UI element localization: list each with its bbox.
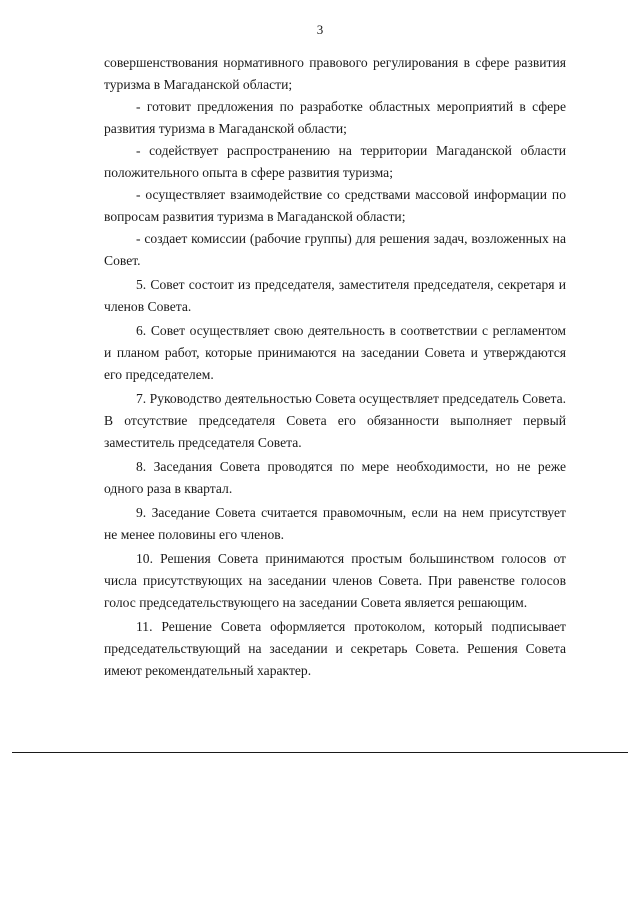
document-body xyxy=(104,52,566,682)
paragraph-item-11: 11. Решение Совета оформляется протоколом, который подписывает председательствующий на заседании и секретарь Совета. Решения Совета имеют рекомендательный характер. xyxy=(104,619,566,678)
footer-rule xyxy=(12,752,628,753)
page-number: 3 xyxy=(316,22,324,37)
paragraph-bullet-media: - осуществляет взаимодействие со средствами массовой информации по вопросам развития туризма в Магаданской области; xyxy=(104,187,566,224)
paragraph-continuation: совершенствования нормативного правового регулирования в сфере развития туризма в Магаданской области; xyxy=(104,55,566,92)
paragraph-item-10: 10. Решения Совета принимаются простым большинством голосов от числа присутствующих на заседании членов Совета. При равенстве голосов голос председательствующего на заседании Совета является решающим. xyxy=(104,551,566,610)
paragraph-item-8: 8. Заседания Совета проводятся по мере необходимости, но не реже одного раза в квартал. xyxy=(104,459,566,496)
paragraph-bullet-proposals: - готовит предложения по разработке областных мероприятий в сфере развития туризма в Магаданской области; xyxy=(104,99,566,136)
paragraph-bullet-experience: - содействует распространению на территории Магаданской области положительного опыта в сфере развития туризма; xyxy=(104,143,566,180)
paragraph-item-6: 6. Совет осуществляет свою деятельность в соответствии с регламентом и планом работ, которые принимаются на заседании Совета и утверждаются его председателем. xyxy=(104,323,566,382)
paragraph-bullet-commissions: - создает комиссии (рабочие группы) для решения задач, возложенных на Совет. xyxy=(104,231,566,268)
paragraph-item-9: 9. Заседание Совета считается правомочным, если на нем присутствует не менее половины его членов. xyxy=(104,505,566,542)
paragraph-item-7: 7. Руководство деятельностью Совета осуществляет председатель Совета. В отсутствие председателя Совета его обязанности выполняет первый заместитель председателя Совета. xyxy=(104,391,566,450)
paragraph-item-5: 5. Совет состоит из председателя, заместителя председателя, секретаря и членов Совета. xyxy=(104,277,566,314)
